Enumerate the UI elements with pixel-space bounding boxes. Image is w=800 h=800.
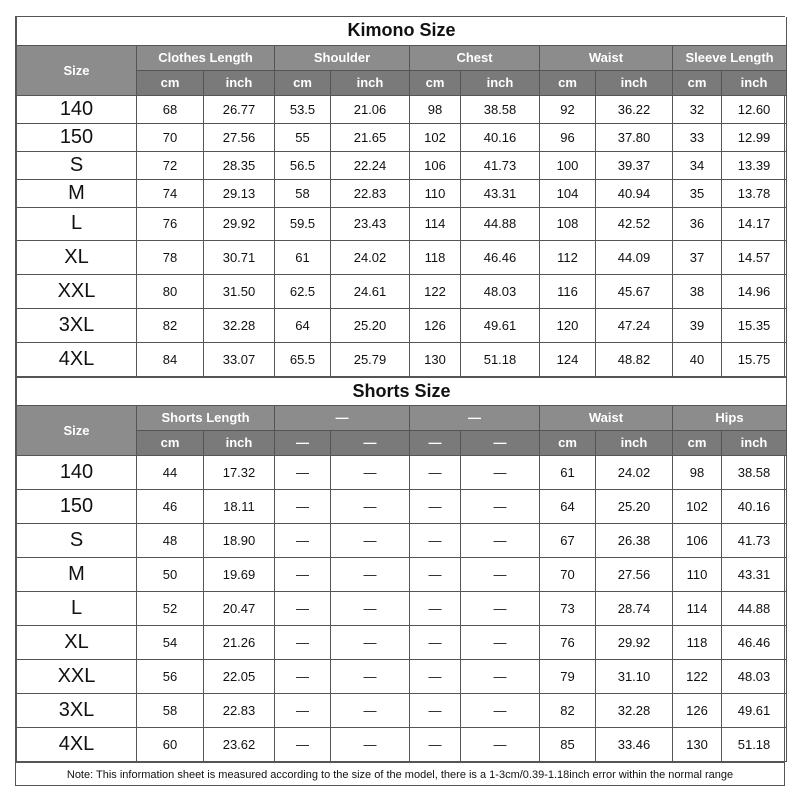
shorts-value-cell: 43.31 xyxy=(722,557,787,591)
shorts-unit-header: inch xyxy=(596,430,673,455)
shorts-value-cell: — xyxy=(331,591,410,625)
shorts-value-cell: 85 xyxy=(540,727,596,761)
shorts-table-row xyxy=(17,489,787,523)
kimono-value-cell: 53.5 xyxy=(275,95,331,123)
shorts-size-cell: 3XL xyxy=(17,693,137,727)
shorts-value-cell: — xyxy=(275,557,331,591)
kimono-table-row xyxy=(17,123,787,151)
shorts-value-cell: — xyxy=(331,523,410,557)
shorts-value-cell: — xyxy=(410,523,461,557)
kimono-size-header: Size xyxy=(17,45,137,95)
shorts-value-cell: 106 xyxy=(673,523,722,557)
kimono-value-cell: 29.13 xyxy=(204,179,275,207)
kimono-group-header: Shoulder xyxy=(275,45,410,70)
kimono-size-cell: 150 xyxy=(17,123,137,151)
kimono-value-cell: 84 xyxy=(137,342,204,376)
kimono-unit-header: inch xyxy=(596,70,673,95)
shorts-value-cell: — xyxy=(331,659,410,693)
shorts-value-cell: — xyxy=(410,591,461,625)
kimono-value-cell: 56.5 xyxy=(275,151,331,179)
kimono-table-row xyxy=(17,308,787,342)
shorts-value-cell: 22.83 xyxy=(204,693,275,727)
shorts-table-row xyxy=(17,727,787,761)
shorts-unit-header: — xyxy=(461,430,540,455)
shorts-value-cell: — xyxy=(331,455,410,489)
shorts-size-cell: 140 xyxy=(17,455,137,489)
shorts-value-cell: 32.28 xyxy=(596,693,673,727)
kimono-size-cell: 3XL xyxy=(17,308,137,342)
kimono-value-cell: 25.79 xyxy=(331,342,410,376)
kimono-value-cell: 35 xyxy=(673,179,722,207)
shorts-value-cell: — xyxy=(461,523,540,557)
kimono-value-cell: 106 xyxy=(410,151,461,179)
kimono-value-cell: 13.39 xyxy=(722,151,787,179)
shorts-value-cell: — xyxy=(275,489,331,523)
shorts-value-cell: — xyxy=(275,727,331,761)
shorts-value-cell: 24.02 xyxy=(596,455,673,489)
kimono-value-cell: 34 xyxy=(673,151,722,179)
shorts-size-table xyxy=(16,377,787,762)
kimono-value-cell: 61 xyxy=(275,240,331,274)
kimono-value-cell: 22.83 xyxy=(331,179,410,207)
kimono-value-cell: 36.22 xyxy=(596,95,673,123)
kimono-value-cell: 45.67 xyxy=(596,274,673,308)
kimono-unit-header: inch xyxy=(331,70,410,95)
shorts-size-cell: 150 xyxy=(17,489,137,523)
shorts-table-row xyxy=(17,625,787,659)
shorts-unit-header: cm xyxy=(540,430,596,455)
shorts-unit-header: cm xyxy=(673,430,722,455)
kimono-value-cell: 59.5 xyxy=(275,207,331,240)
kimono-value-cell: 38.58 xyxy=(461,95,540,123)
size-chart-sheet xyxy=(15,16,785,786)
kimono-unit-header: cm xyxy=(673,70,722,95)
shorts-group-header: — xyxy=(275,405,410,430)
shorts-unit-header: — xyxy=(275,430,331,455)
shorts-value-cell: 64 xyxy=(540,489,596,523)
shorts-value-cell: 20.47 xyxy=(204,591,275,625)
kimono-table-title: Kimono Size xyxy=(17,17,787,45)
shorts-value-cell: 38.58 xyxy=(722,455,787,489)
shorts-value-cell: 44 xyxy=(137,455,204,489)
kimono-unit-header: cm xyxy=(275,70,331,95)
kimono-value-cell: 96 xyxy=(540,123,596,151)
shorts-value-cell: 110 xyxy=(673,557,722,591)
shorts-value-cell: — xyxy=(461,659,540,693)
shorts-size-cell: XL xyxy=(17,625,137,659)
kimono-value-cell: 49.61 xyxy=(461,308,540,342)
kimono-value-cell: 47.24 xyxy=(596,308,673,342)
kimono-value-cell: 32.28 xyxy=(204,308,275,342)
shorts-value-cell: 52 xyxy=(137,591,204,625)
kimono-value-cell: 116 xyxy=(540,274,596,308)
kimono-table-row xyxy=(17,95,787,123)
kimono-value-cell: 122 xyxy=(410,274,461,308)
kimono-value-cell: 38 xyxy=(673,274,722,308)
kimono-value-cell: 22.24 xyxy=(331,151,410,179)
kimono-value-cell: 64 xyxy=(275,308,331,342)
shorts-value-cell: 41.73 xyxy=(722,523,787,557)
kimono-unit-header: cm xyxy=(137,70,204,95)
shorts-value-cell: 130 xyxy=(673,727,722,761)
shorts-table-row xyxy=(17,693,787,727)
kimono-value-cell: 58 xyxy=(275,179,331,207)
kimono-size-cell: L xyxy=(17,207,137,240)
shorts-group-header: Waist xyxy=(540,405,673,430)
shorts-value-cell: — xyxy=(461,557,540,591)
kimono-size-cell: 140 xyxy=(17,95,137,123)
kimono-value-cell: 21.65 xyxy=(331,123,410,151)
kimono-value-cell: 46.46 xyxy=(461,240,540,274)
shorts-value-cell: — xyxy=(461,727,540,761)
kimono-size-cell: XL xyxy=(17,240,137,274)
shorts-unit-header: — xyxy=(410,430,461,455)
kimono-value-cell: 82 xyxy=(137,308,204,342)
kimono-value-cell: 104 xyxy=(540,179,596,207)
kimono-value-cell: 78 xyxy=(137,240,204,274)
kimono-value-cell: 74 xyxy=(137,179,204,207)
kimono-value-cell: 108 xyxy=(540,207,596,240)
shorts-value-cell: 114 xyxy=(673,591,722,625)
kimono-value-cell: 112 xyxy=(540,240,596,274)
kimono-value-cell: 25.20 xyxy=(331,308,410,342)
shorts-value-cell: 70 xyxy=(540,557,596,591)
kimono-value-cell: 48.82 xyxy=(596,342,673,376)
shorts-value-cell: 19.69 xyxy=(204,557,275,591)
kimono-value-cell: 40.94 xyxy=(596,179,673,207)
shorts-value-cell: 40.16 xyxy=(722,489,787,523)
shorts-value-cell: — xyxy=(275,625,331,659)
kimono-value-cell: 39 xyxy=(673,308,722,342)
shorts-value-cell: 126 xyxy=(673,693,722,727)
shorts-value-cell: 61 xyxy=(540,455,596,489)
kimono-value-cell: 28.35 xyxy=(204,151,275,179)
shorts-value-cell: — xyxy=(410,455,461,489)
kimono-size-cell: 4XL xyxy=(17,342,137,376)
shorts-value-cell: 21.26 xyxy=(204,625,275,659)
shorts-size-header: Size xyxy=(17,405,137,455)
kimono-value-cell: 14.96 xyxy=(722,274,787,308)
shorts-value-cell: 76 xyxy=(540,625,596,659)
kimono-value-cell: 29.92 xyxy=(204,207,275,240)
kimono-value-cell: 31.50 xyxy=(204,274,275,308)
shorts-value-cell: 50 xyxy=(137,557,204,591)
measurement-note: Note: This information sheet is measured according to the size of the model, there is a 1-3cm/0.39-1.18inch error within the normal range xyxy=(16,762,784,786)
shorts-table-row xyxy=(17,591,787,625)
shorts-value-cell: — xyxy=(461,625,540,659)
kimono-unit-header: cm xyxy=(410,70,461,95)
shorts-value-cell: 33.46 xyxy=(596,727,673,761)
shorts-value-cell: — xyxy=(331,557,410,591)
kimono-table-row xyxy=(17,342,787,376)
shorts-value-cell: — xyxy=(275,523,331,557)
shorts-value-cell: — xyxy=(410,727,461,761)
shorts-table-row xyxy=(17,659,787,693)
shorts-value-cell: — xyxy=(331,625,410,659)
kimono-value-cell: 76 xyxy=(137,207,204,240)
kimono-value-cell: 33.07 xyxy=(204,342,275,376)
kimono-value-cell: 36 xyxy=(673,207,722,240)
kimono-value-cell: 100 xyxy=(540,151,596,179)
shorts-value-cell: 26.38 xyxy=(596,523,673,557)
kimono-group-header: Waist xyxy=(540,45,673,70)
shorts-value-cell: — xyxy=(461,489,540,523)
kimono-value-cell: 12.60 xyxy=(722,95,787,123)
shorts-value-cell: 56 xyxy=(137,659,204,693)
shorts-value-cell: — xyxy=(331,693,410,727)
kimono-value-cell: 39.37 xyxy=(596,151,673,179)
shorts-value-cell: — xyxy=(331,727,410,761)
kimono-unit-header: inch xyxy=(722,70,787,95)
shorts-value-cell: 118 xyxy=(673,625,722,659)
kimono-value-cell: 42.52 xyxy=(596,207,673,240)
kimono-value-cell: 98 xyxy=(410,95,461,123)
shorts-value-cell: 102 xyxy=(673,489,722,523)
kimono-unit-header: inch xyxy=(204,70,275,95)
kimono-table-row xyxy=(17,179,787,207)
kimono-group-header: Sleeve Length xyxy=(673,45,787,70)
kimono-table-row xyxy=(17,274,787,308)
shorts-value-cell: 23.62 xyxy=(204,727,275,761)
kimono-value-cell: 55 xyxy=(275,123,331,151)
shorts-value-cell: — xyxy=(331,489,410,523)
shorts-value-cell: 122 xyxy=(673,659,722,693)
kimono-value-cell: 40 xyxy=(673,342,722,376)
shorts-value-cell: 29.92 xyxy=(596,625,673,659)
shorts-size-cell: L xyxy=(17,591,137,625)
shorts-value-cell: 67 xyxy=(540,523,596,557)
shorts-value-cell: 60 xyxy=(137,727,204,761)
kimono-value-cell: 118 xyxy=(410,240,461,274)
kimono-value-cell: 80 xyxy=(137,274,204,308)
kimono-value-cell: 44.88 xyxy=(461,207,540,240)
shorts-value-cell: 22.05 xyxy=(204,659,275,693)
shorts-value-cell: 48 xyxy=(137,523,204,557)
kimono-table-row xyxy=(17,207,787,240)
shorts-value-cell: 17.32 xyxy=(204,455,275,489)
shorts-value-cell: 48.03 xyxy=(722,659,787,693)
kimono-value-cell: 33 xyxy=(673,123,722,151)
kimono-value-cell: 21.06 xyxy=(331,95,410,123)
kimono-value-cell: 41.73 xyxy=(461,151,540,179)
shorts-table-row xyxy=(17,557,787,591)
kimono-value-cell: 23.43 xyxy=(331,207,410,240)
shorts-value-cell: — xyxy=(410,557,461,591)
kimono-value-cell: 14.57 xyxy=(722,240,787,274)
kimono-value-cell: 68 xyxy=(137,95,204,123)
kimono-value-cell: 30.71 xyxy=(204,240,275,274)
shorts-value-cell: — xyxy=(410,693,461,727)
shorts-table-title: Shorts Size xyxy=(17,377,787,405)
kimono-value-cell: 24.61 xyxy=(331,274,410,308)
shorts-group-header: Hips xyxy=(673,405,787,430)
shorts-value-cell: — xyxy=(275,659,331,693)
shorts-size-cell: 4XL xyxy=(17,727,137,761)
kimono-value-cell: 130 xyxy=(410,342,461,376)
shorts-value-cell: 54 xyxy=(137,625,204,659)
shorts-unit-header: — xyxy=(331,430,410,455)
kimono-value-cell: 27.56 xyxy=(204,123,275,151)
shorts-value-cell: — xyxy=(461,455,540,489)
kimono-value-cell: 40.16 xyxy=(461,123,540,151)
kimono-value-cell: 37.80 xyxy=(596,123,673,151)
shorts-value-cell: 27.56 xyxy=(596,557,673,591)
shorts-value-cell: 51.18 xyxy=(722,727,787,761)
shorts-size-cell: XXL xyxy=(17,659,137,693)
shorts-value-cell: 73 xyxy=(540,591,596,625)
shorts-unit-header: cm xyxy=(137,430,204,455)
shorts-table-row xyxy=(17,523,787,557)
shorts-value-cell: 44.88 xyxy=(722,591,787,625)
kimono-value-cell: 43.31 xyxy=(461,179,540,207)
shorts-size-cell: M xyxy=(17,557,137,591)
shorts-value-cell: 31.10 xyxy=(596,659,673,693)
shorts-table-row xyxy=(17,455,787,489)
kimono-value-cell: 37 xyxy=(673,240,722,274)
kimono-value-cell: 65.5 xyxy=(275,342,331,376)
shorts-value-cell: 25.20 xyxy=(596,489,673,523)
kimono-value-cell: 24.02 xyxy=(331,240,410,274)
kimono-size-cell: XXL xyxy=(17,274,137,308)
kimono-unit-header: cm xyxy=(540,70,596,95)
shorts-value-cell: — xyxy=(410,489,461,523)
kimono-size-table xyxy=(16,17,787,377)
kimono-value-cell: 70 xyxy=(137,123,204,151)
shorts-value-cell: 46 xyxy=(137,489,204,523)
shorts-value-cell: 49.61 xyxy=(722,693,787,727)
shorts-value-cell: — xyxy=(275,591,331,625)
kimono-value-cell: 13.78 xyxy=(722,179,787,207)
kimono-value-cell: 72 xyxy=(137,151,204,179)
shorts-value-cell: 82 xyxy=(540,693,596,727)
kimono-value-cell: 114 xyxy=(410,207,461,240)
kimono-value-cell: 51.18 xyxy=(461,342,540,376)
shorts-value-cell: — xyxy=(461,693,540,727)
kimono-size-cell: M xyxy=(17,179,137,207)
kimono-value-cell: 15.75 xyxy=(722,342,787,376)
shorts-value-cell: 79 xyxy=(540,659,596,693)
kimono-table-row xyxy=(17,151,787,179)
shorts-value-cell: — xyxy=(410,625,461,659)
shorts-group-header: — xyxy=(410,405,540,430)
kimono-value-cell: 92 xyxy=(540,95,596,123)
shorts-group-header: Shorts Length xyxy=(137,405,275,430)
shorts-value-cell: — xyxy=(410,659,461,693)
shorts-value-cell: 46.46 xyxy=(722,625,787,659)
kimono-value-cell: 102 xyxy=(410,123,461,151)
kimono-value-cell: 120 xyxy=(540,308,596,342)
kimono-value-cell: 44.09 xyxy=(596,240,673,274)
shorts-value-cell: — xyxy=(461,591,540,625)
kimono-size-cell: S xyxy=(17,151,137,179)
shorts-size-cell: S xyxy=(17,523,137,557)
kimono-unit-header: inch xyxy=(461,70,540,95)
kimono-group-header: Chest xyxy=(410,45,540,70)
shorts-value-cell: — xyxy=(275,455,331,489)
shorts-value-cell: 18.11 xyxy=(204,489,275,523)
shorts-unit-header: inch xyxy=(204,430,275,455)
kimono-value-cell: 126 xyxy=(410,308,461,342)
kimono-value-cell: 12.99 xyxy=(722,123,787,151)
kimono-value-cell: 48.03 xyxy=(461,274,540,308)
kimono-table-row xyxy=(17,240,787,274)
kimono-group-header: Clothes Length xyxy=(137,45,275,70)
shorts-value-cell: 18.90 xyxy=(204,523,275,557)
shorts-value-cell: — xyxy=(275,693,331,727)
kimono-value-cell: 15.35 xyxy=(722,308,787,342)
kimono-value-cell: 26.77 xyxy=(204,95,275,123)
shorts-value-cell: 58 xyxy=(137,693,204,727)
kimono-value-cell: 124 xyxy=(540,342,596,376)
kimono-value-cell: 110 xyxy=(410,179,461,207)
kimono-value-cell: 62.5 xyxy=(275,274,331,308)
kimono-value-cell: 32 xyxy=(673,95,722,123)
kimono-value-cell: 14.17 xyxy=(722,207,787,240)
shorts-value-cell: 98 xyxy=(673,455,722,489)
shorts-value-cell: 28.74 xyxy=(596,591,673,625)
shorts-unit-header: inch xyxy=(722,430,787,455)
